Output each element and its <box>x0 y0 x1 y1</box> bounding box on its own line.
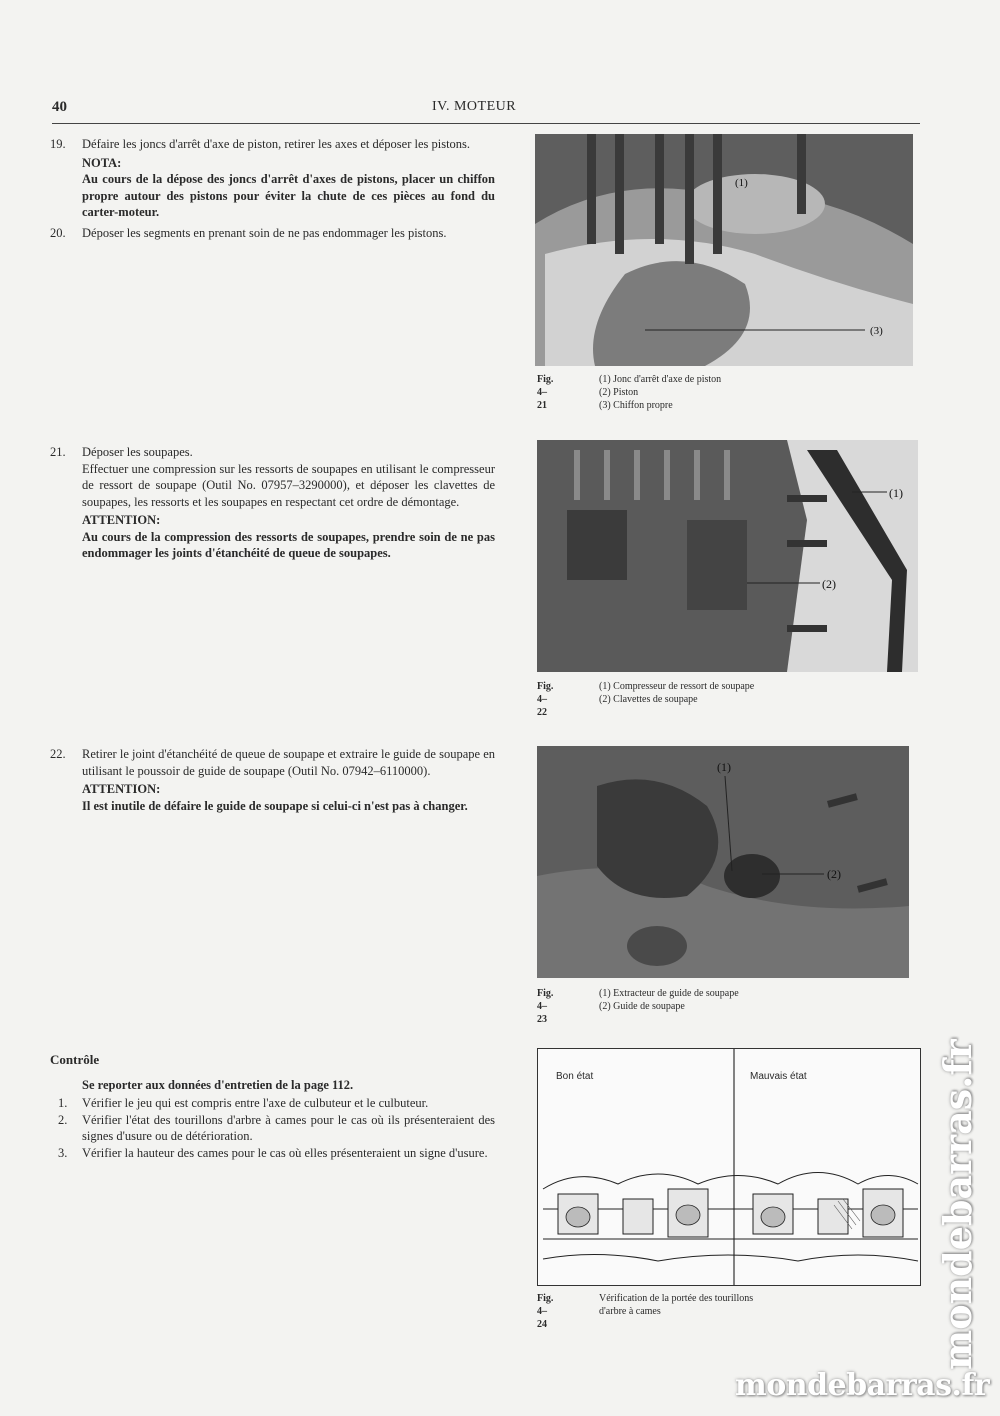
step-text: Retirer le joint d'étanchéité de queue de soupape et extraire le guide de soupape en utilisant le poussoir de guide de soupape (Outil No. 07942–6110000). <box>82 747 495 778</box>
check-item <box>50 1145 495 1162</box>
piston-photo-illustration <box>535 134 913 366</box>
attention-text: Il est inutile de défaire le guide de soupape si celui-ci n'est pas à changer. <box>82 798 468 813</box>
section-steps-19-20 <box>50 136 495 241</box>
step-number: 19. <box>50 137 66 151</box>
item-text: Vérifier l'état des tourillons d'arbre à cames pour le cas où ils présenteraient des signes d'usure ou de détérioration. <box>82 1112 495 1143</box>
step-22 <box>50 746 495 779</box>
figure-label: Fig. 4–22 <box>537 681 554 718</box>
step-19 <box>50 136 495 153</box>
callout-1: (1) <box>735 177 748 189</box>
page-header <box>52 97 920 124</box>
step-text: Effectuer une compression sur les ressorts de soupapes en utilisant le compresseur de ressort de soupape (Outil No. 07957–3290000), et déposer les clavettes de soupapes, les ressorts et les soupapes en respectant cet ordre de démontage. <box>82 461 495 509</box>
camshaft-journal-drawing <box>538 1049 920 1285</box>
legend-item: (1) Jonc d'arrêt d'axe de piston <box>599 374 722 385</box>
step-text: Défaire les joncs d'arrêt d'axe de piston, retirer les axes et déposer les pistons. <box>82 137 471 151</box>
figure-label: Fig. 4–24 <box>537 1293 554 1330</box>
check-item <box>50 1112 495 1145</box>
check-item <box>50 1095 495 1112</box>
figure-label: Fig. 4–21 <box>537 374 554 411</box>
figure-label: Fig. 4–23 <box>537 988 554 1025</box>
photo-fig-4-22 <box>537 440 918 672</box>
item-text: Vérifier le jeu qui est compris entre l'axe de culbuteur et le culbuteur. <box>82 1096 429 1110</box>
legend-item: (2) Piston <box>599 387 639 398</box>
good-condition-label: Bon état <box>556 1071 594 1082</box>
attention-title: ATTENTION: <box>82 513 161 527</box>
chapter-title: IV. MOTEUR <box>432 99 517 114</box>
figure-legend <box>599 987 739 1013</box>
section-controle <box>50 1052 495 1161</box>
figure-legend <box>599 373 721 412</box>
callout-3: (3) <box>870 325 883 337</box>
legend-item: d'arbre à cames <box>599 1306 661 1317</box>
valve-compressor-photo-illustration <box>537 440 918 672</box>
item-number: 3. <box>58 1145 68 1160</box>
callout-1: (1) <box>889 486 903 500</box>
callout-1: (1) <box>717 760 731 774</box>
bad-condition-label: Mauvais état <box>750 1071 807 1082</box>
legend-item: (2) Clavettes de soupape <box>599 694 698 705</box>
page-number: 40 <box>52 99 67 115</box>
step-text: Déposer les segments en prenant soin de ne pas endommager les pistons. <box>82 225 447 240</box>
note-text: Au cours de la dépose des joncs d'arrêt d'axes de pistons, placer un chiffon propre autour des pistons pour éviter la chute de ces pièces au fond du carter-moteur. <box>82 172 495 219</box>
item-text: Vérifier la hauteur des cames pour le cas où elles présenteraient un signe d'usure. <box>82 1145 488 1160</box>
callout-2: (2) <box>822 577 836 591</box>
legend-item: (1) Extracteur de guide de soupape <box>599 988 739 999</box>
legend-item: Vérification de la portée des tourillons <box>599 1293 754 1304</box>
photo-fig-4-23 <box>537 746 909 978</box>
legend-item: (1) Compresseur de ressort de soupape <box>599 681 755 692</box>
section-step-22 <box>50 746 495 814</box>
item-number: 2. <box>58 1112 68 1127</box>
photo-fig-4-21 <box>535 134 913 366</box>
legend-item: (3) Chiffon propre <box>599 400 673 411</box>
step-number: 20. <box>50 225 66 240</box>
reference-note: Se reporter aux données d'entretien de la page 112. <box>82 1077 354 1092</box>
valve-guide-photo-illustration <box>537 746 909 978</box>
watermark-vertical: mondebarras.fr <box>935 1039 980 1370</box>
step-title: Déposer les soupapes. <box>82 445 193 459</box>
callout-2: (2) <box>827 867 841 881</box>
watermark-horizontal: mondebarras.fr <box>735 1368 990 1403</box>
note-title: NOTA: <box>82 155 122 170</box>
item-number: 1. <box>58 1096 68 1110</box>
step-21 <box>50 444 495 461</box>
section-step-21 <box>50 444 495 562</box>
figure-legend <box>599 1292 753 1318</box>
attention-title: ATTENTION: <box>82 782 161 796</box>
legend-item: (2) Guide de soupape <box>599 1001 685 1012</box>
figure-legend <box>599 680 754 706</box>
step-20 <box>50 225 495 242</box>
attention-text: Au cours de la compression des ressorts de soupapes, prendre soin de ne pas endommager les joints d'étanchéité de queue de soupapes. <box>82 529 495 560</box>
section-heading: Contrôle <box>50 1052 100 1067</box>
step-number: 22. <box>50 747 66 761</box>
step-number: 21. <box>50 445 66 459</box>
diagram-fig-4-24 <box>537 1048 921 1286</box>
